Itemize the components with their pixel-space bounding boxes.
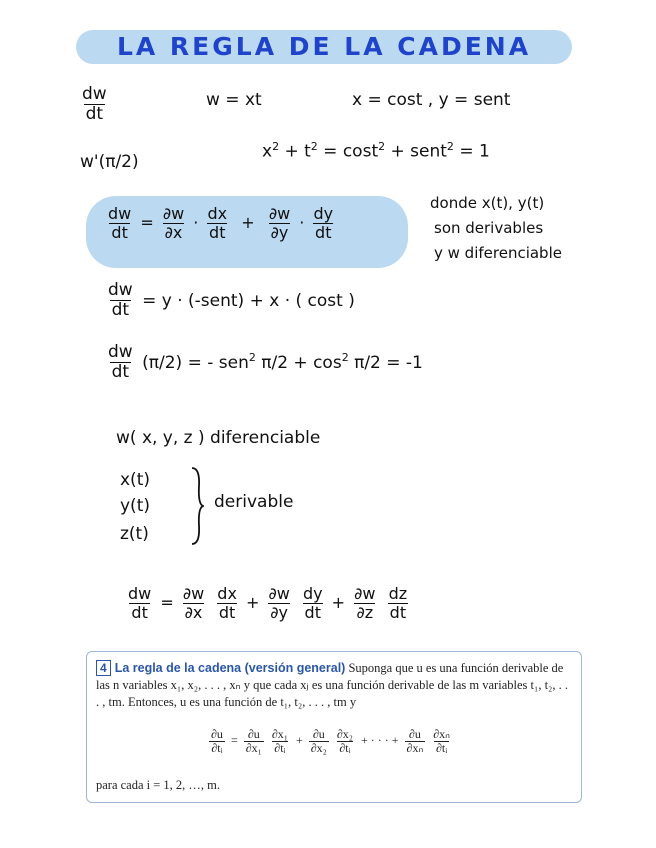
theorem-footer: para cada i = 1, 2, …, m. <box>96 778 221 792</box>
xy-definition: x = cost , y = sent <box>352 90 511 110</box>
right-brace <box>190 466 204 546</box>
w-definition: w = xt <box>206 90 262 110</box>
x-of-t: x(t) <box>120 470 150 490</box>
theorem-text <box>96 660 574 711</box>
theorem-number: 4 <box>96 660 111 676</box>
derivative-step-2: $\frac{dw}{dt}$ (π/2) = - sen$^2$ $\pi/2 + \cos^2 \pi/2 = -1$ <box>108 342 423 382</box>
derivable-label: derivable <box>214 492 294 512</box>
pythagorean-identity: $x^2 + t^2 = \cos t^2$ + sent$^2$ = 1 <box>262 140 490 162</box>
chain-rule-two-variable: $\frac{dw}{dt}$ = $\frac{\partial w}{\partial x}$ · $\frac{dx}{dt}$ + $\frac{\partial w}{\partial y}$ · $\frac{dy}{dt}$ <box>108 204 334 242</box>
w-prime-expression: w'(π/2) <box>80 152 139 172</box>
y-of-t: y(t) <box>120 496 150 516</box>
derivative-step-1: $\frac{dw}{dt}$ = y · (-sent) + x · ( cost ) <box>108 280 355 320</box>
note-line-3: y w diferenciable <box>434 244 562 262</box>
z-of-t: z(t) <box>120 524 149 544</box>
dw-dt-fraction: $\frac{dw}{dt}$ <box>82 84 107 124</box>
general-chain-rule-formula: $\frac{\partial u}{\text{∂tᵢ}}$ = $\frac{\partial u}{\text{∂x₁}}$ $\frac{\text{∂x₁}}{\text{∂tᵢ}}$ + $\frac{\partial u}{\text{∂x₂}}$ $\frac{\text{∂x₂}}{\text{∂tᵢ}}$ + · · · + $\frac{\partial u}{\text{∂xₙ}}$ $\frac{\text{∂xₙ}}{\text{∂tᵢ}}$ <box>211 727 450 755</box>
note-line-2: son derivables <box>434 219 544 237</box>
page-title: LA REGLA DE LA CADENA <box>116 32 532 61</box>
theorem-body: Suponga que u es una función derivable de las n variables x₁, x₂, . . . , xₙ y que cada xⱼ es una función derivable de las m variables t₁, t₂, . . . , tm. Entonces, u es una función de t₁, t₂, . . . , tm y <box>96 661 569 709</box>
note-line-1: donde x(t), y(t) <box>430 194 545 212</box>
w-xyz-differentiable: w( x, y, z ) diferenciable <box>116 428 321 448</box>
chain-rule-three-variable: $\frac{dw}{dt}$ = $\frac{\partial w}{\partial x}$ $\frac{dx}{dt}$ + $\frac{\partial w}{\partial y}$ $\frac{dy}{dt}$ + $\frac{\partial w}{\partial z}$ $\frac{dz}{dt}$ <box>128 584 408 622</box>
theorem-heading: La regla de la cadena (versión general) <box>114 661 346 675</box>
